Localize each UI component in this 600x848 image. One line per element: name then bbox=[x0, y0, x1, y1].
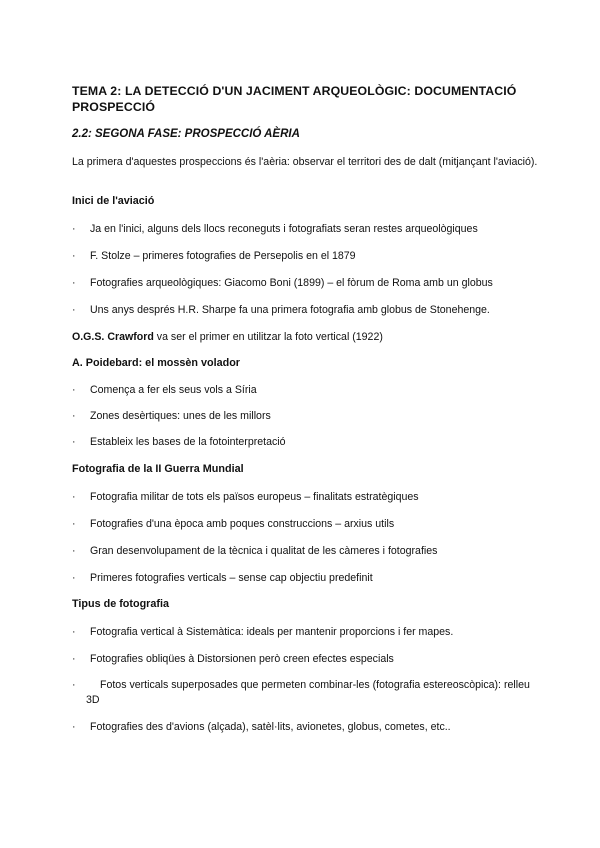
bullet-icon: · bbox=[72, 626, 76, 638]
bullet-icon: · bbox=[72, 384, 76, 396]
bullet-icon: · bbox=[72, 410, 76, 422]
section-heading-aviation: Inici de l'aviació bbox=[72, 195, 155, 207]
list-item-text: Fotografia militar de tots els països europeus – finalitats estratègiques bbox=[90, 491, 419, 503]
list-item-text: Fotos verticals superposades que permeten combinar-les (fotografia estereoscòpica): relleu 3D bbox=[86, 679, 530, 706]
list-item-text: Comença a fer els seus vols a Síria bbox=[90, 384, 257, 396]
intro-paragraph: La primera d'aquestes prospeccions és l'aèria: observar el territori des de dalt (mitjançant l'aviació). bbox=[72, 156, 538, 168]
document-title: TEMA 2: LA DETECCIÓ D'UN JACIMENT ARQUEOLÒGIC: DOCUMENTACIÓ PROSPECCIÓ bbox=[72, 84, 517, 114]
section-heading-ww2: Fotografia de la II Guerra Mundial bbox=[72, 463, 244, 475]
section-heading-poidebard: A. Poidebard: el mossèn volador bbox=[72, 357, 240, 369]
list-item-text: Fotografia vertical à Sistemàtica: ideals per mantenir proporcions i fer mapes. bbox=[90, 626, 454, 638]
list-item-text: Uns anys després H.R. Sharpe fa una primera fotografia amb globus de Stonehenge. bbox=[90, 304, 490, 316]
bullet-icon: · bbox=[72, 250, 76, 262]
bullet-icon: · bbox=[72, 721, 76, 733]
bullet-icon: · bbox=[72, 223, 76, 235]
list-item-text: Ja en l'inici, alguns dels llocs reconeguts i fotografiats seran restes arqueològiques bbox=[90, 223, 478, 235]
bullet-icon: · bbox=[72, 679, 76, 691]
crawford-text: va ser el primer en utilitzar la foto vertical (1922) bbox=[156, 331, 383, 343]
bullet-icon: · bbox=[72, 436, 76, 448]
bullet-icon: · bbox=[72, 545, 76, 557]
list-item-text: Primeres fotografies verticals – sense cap objectiu predefinit bbox=[90, 572, 373, 584]
list-item-text: Fotografies d'una època amb poques construccions – arxius utils bbox=[90, 518, 395, 530]
bullet-icon: · bbox=[72, 304, 76, 316]
list-item-text: Gran desenvolupament de la tècnica i qualitat de les càmeres i fotografies bbox=[90, 545, 438, 557]
list-item-text: Zones desèrtiques: unes de les millors bbox=[90, 410, 271, 422]
crawford-paragraph bbox=[72, 331, 383, 343]
bullet-icon: · bbox=[72, 653, 76, 665]
crawford-name: O.G.S. Crawford bbox=[72, 331, 154, 343]
bullet-icon: · bbox=[72, 491, 76, 503]
section-heading-photo-types: Tipus de fotografia bbox=[72, 598, 169, 610]
list-item-text: Fotografies obliqües à Distorsionen però creen efectes especials bbox=[90, 653, 394, 665]
section-subtitle: 2.2: SEGONA FASE: PROSPECCIÓ AÈRIA bbox=[72, 128, 300, 140]
list-item-text: Estableix les bases de la fotointerpretació bbox=[90, 436, 286, 448]
bullet-icon: · bbox=[72, 518, 76, 530]
list-item-text: Fotografies des d'avions (alçada), satèl·lits, avionetes, globus, cometes, etc.. bbox=[90, 721, 451, 733]
list-item-text: Fotografies arqueològiques: Giacomo Boni (1899) – el fòrum de Roma amb un globus bbox=[90, 277, 493, 289]
bullet-icon: · bbox=[72, 277, 76, 289]
bullet-icon: · bbox=[72, 572, 76, 584]
list-item-text: F. Stolze – primeres fotografies de Persepolis en el 1879 bbox=[90, 250, 356, 262]
